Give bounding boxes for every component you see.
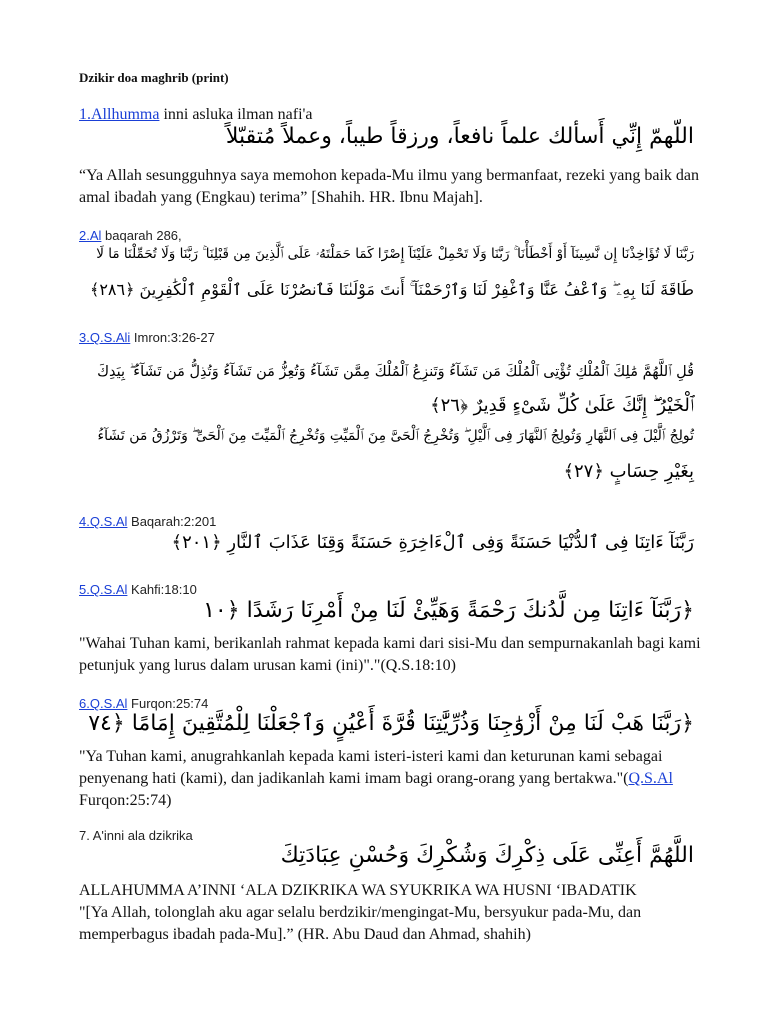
section-6-heading-text: Furqon:25:74 [127, 696, 209, 711]
section-7-translation: "[Ya Allah, tolonglah aku agar selalu berdzikir/mengingat-Mu, bersyukur pada-Mu, dan memperbagus ibadah pada-Mu].” (HR. Abu Daud dan Ahmad, shahih) [79, 904, 642, 943]
section-5-translation: "Wahai Tuhan kami, berikanlah rahmat kepada kami dari sisi-Mu dan sempurnakanlah bagi kami petunjuk yang lurus dalam urusan kami (ini)"."(Q.S.18:10) [79, 635, 701, 674]
section-2-arabic-line-2: طَاقَةَ لَنَا بِهِۦ ۖ وَٱعْفُ عَنَّا وَٱغْفِرْ لَنَا وَٱرْحَمْنَآ ۚ أَنتَ مَوْلَىٰنَا فَٱنصُرْنَا عَلَى ٱلْقَوْمِ ٱلْكَٰفِرِينَ ﴿٢٨٦﴾ [89, 280, 694, 299]
section-4-heading [79, 514, 216, 529]
section-7-latin: ALLAHUMMA A’INNI ‘ALA DZIKRIKA WA SYUKRIKA WA HUSNI ‘IBADATIK [79, 882, 637, 899]
section-1-link[interactable]: 1.Allhumma [79, 106, 160, 123]
section-1-heading [79, 104, 313, 126]
section-5-heading [79, 582, 197, 597]
section-1-translation: “Ya Allah sesungguhnya saya memohon kepada-Mu ilmu yang bermanfaat, rezeki yang baik dan amal ibadah yang (Engkau) terima” [Shahih. HR. Ibnu Majah]. [79, 167, 699, 206]
section-1-heading-text: inni asluka ilman nafi'a [159, 106, 313, 123]
section-3-heading-text: Imron:3:26-27 [130, 330, 215, 345]
section-6-translation-link[interactable]: Q.S.Al [628, 770, 673, 787]
section-2-arabic-line-1: رَبَّنَا لَا تُؤَاخِذْنَا إِن نَّسِينَآ أَوْ أَخْطَأْنَا ۚ رَبَّنَا وَلَا تَحْمِلْ عَلَيْنَآ إِصْرًا كَمَا حَمَلْتَهُۥ عَلَى ٱلَّذِينَ مِن قَبْلِنَا ۚ رَبَّنَا وَلَا تُحَمِّلْنَا مَا لَا [96, 246, 694, 262]
section-3-arabic-line-3: تُولِجُ ٱلَّيْلَ فِى ٱلنَّهَارِ وَتُولِجُ ٱلنَّهَارَ فِى ٱلَّيْلِ ۖ وَتُخْرِجُ ٱلْحَىَّ مِنَ ٱلْمَيِّتِ وَتُخْرِجُ ٱلْمَيِّتَ مِنَ ٱلْحَىِّ ۖ وَتَرْزُقُ مَن تَشَآءُ [97, 428, 694, 444]
section-2-heading [79, 228, 182, 243]
section-6-translation-tail: Furqon:25:74) [79, 792, 172, 809]
section-6-translation-text: "Ya Tuhan kami, anugrahkanlah kepada kami isteri-isteri kami dan keturunan kami sebagai penyenang hati (kami), dan jadikanlah kami imam bagi orang-orang yang bertakwa."( [79, 748, 663, 787]
section-7-heading: 7. A'inni ala dzikrika [79, 828, 193, 843]
section-4-link[interactable]: 4.Q.S.Al [79, 514, 128, 529]
section-4-arabic: رَبَّنَآ ءَاتِنَا فِى ٱلدُّنْيَا حَسَنَةً وَفِى ٱلْءَاخِرَةِ حَسَنَةً وَقِنَا عَذَابَ ٱلنَّارِ ﴿٢٠١﴾ [171, 532, 694, 553]
section-3-arabic-line-2: ٱلْخَيْرُ ۖ إِنَّكَ عَلَىٰ كُلِّ شَىْءٍ قَدِيرٌ ﴿٢٦﴾ [430, 395, 694, 416]
section-2-link[interactable]: 2.Al [79, 228, 102, 243]
section-3-link[interactable]: 3.Q.S.Ali [79, 330, 131, 345]
section-6-heading [79, 696, 208, 711]
section-5-heading-text: Kahfi:18:10 [127, 582, 197, 597]
section-6-arabic: ﴿رَبَّنَا هَبْ لَنَا مِنْ أَزْوَٰجِنَا وَذُرِّيَّٰتِنَا قُرَّةَ أَعْيُنٍ وَٱجْعَلْنَا لِلْمُتَّقِينَ إِمَامًا ﴿٧٤ [88, 711, 694, 736]
section-4-heading-text: Baqarah:2:201 [127, 514, 217, 529]
section-2-heading-text: baqarah 286, [101, 228, 182, 243]
section-6-translation [79, 746, 709, 812]
section-7-arabic: اللَّهُمَّ أَعِنِّى عَلَى ذِكْرِكَ وَشُكْرِكَ وَحُسْنِ عِبَادَتِكَ [280, 843, 694, 868]
section-3-heading [79, 330, 215, 345]
section-3-arabic-line-4: بِغَيْرِ حِسَابٍ ﴿٢٧﴾ [563, 461, 694, 482]
section-5-arabic: ﴿رَبَّنَآ ءَاتِنَا مِن لَّدُنكَ رَحْمَةً وَهَيِّئْ لَنَا مِنْ أَمْرِنَا رَشَدًا ﴿١٠ [203, 598, 694, 623]
section-3-arabic-line-1: قُلِ ٱللَّهُمَّ مَٰلِكَ ٱلْمُلْكِ تُؤْتِى ٱلْمُلْكَ مَن تَشَآءُ وَتَنزِعُ ٱلْمُلْكَ مِمَّن تَشَآءُ وَتُعِزُّ مَن تَشَآءُ وَتُذِلُّ مَن تَشَآءُ ۖ بِيَدِكَ [97, 364, 694, 380]
section-5-link[interactable]: 5.Q.S.Al [79, 582, 128, 597]
section-1-arabic: اللّهمّ إِنِّي أَسألك علماً نافعاً، ورزقاً طيباً، وعملاً مُتقبّلاً [225, 124, 694, 149]
section-6-link[interactable]: 6.Q.S.Al [79, 696, 128, 711]
page-title: Dzikir doa maghrib (print) [79, 70, 229, 85]
